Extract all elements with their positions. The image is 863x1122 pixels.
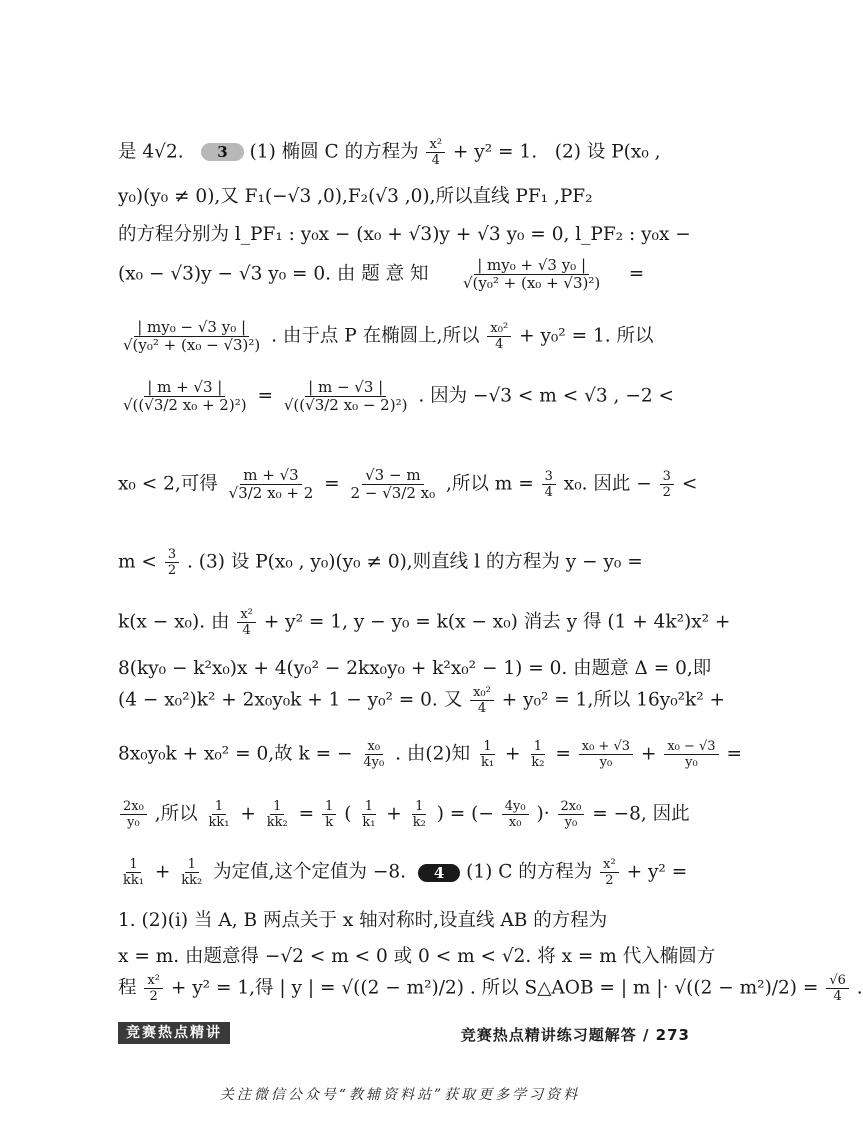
text: (2) 设 P(x₀ ,: [554, 141, 661, 163]
fraction-numerator: 1: [480, 740, 494, 755]
fraction-denominator: 2: [605, 873, 614, 888]
fraction-denominator: k₁: [362, 815, 376, 830]
fraction-numerator: √6: [826, 974, 849, 989]
text: (1) 椭圆 C 的方程为: [249, 141, 419, 163]
fraction: [322, 800, 336, 829]
fraction-denominator: 4: [833, 989, 842, 1004]
text-line-17: [118, 973, 863, 1004]
fraction-denominator: √3/2 x₀ + 2: [228, 484, 314, 502]
text: . (3) 设 P(x₀ , y₀)(y₀ ≠ 0),则直线 l 的方程为 y − y₀ =: [187, 551, 643, 573]
fraction: [226, 468, 317, 501]
fraction-numerator: 1: [126, 858, 140, 873]
fraction: [359, 800, 378, 829]
text-line-9: [118, 607, 731, 638]
fraction-denominator: 2 − √3/2 x₀: [350, 484, 436, 502]
fraction-numerator: | m − √3 |: [305, 380, 386, 397]
text-line-11: [118, 685, 726, 716]
fraction-numerator: 2x₀: [558, 800, 585, 815]
fraction: [826, 974, 849, 1003]
fraction-denominator: 4: [242, 623, 251, 638]
footer-section-label: 竞赛热点精讲: [118, 1022, 230, 1044]
fraction: [542, 470, 556, 499]
fraction-denominator: kk₁: [208, 815, 230, 830]
text: . 由于点 P 在椭圆上,所以: [271, 325, 480, 347]
text-line-2: y₀)(y₀ ≠ 0),又 F₁(−√3 ,0),F₂(√3 ,0),所以直线 PF₁ ,PF₂: [118, 186, 593, 207]
text: +: [386, 803, 402, 825]
text: . 因为 −√3 < m < √3 , −2 <: [418, 385, 674, 407]
text: k(x − x₀). 由: [118, 611, 230, 633]
fraction: [528, 740, 547, 769]
text: = −8, 因此: [592, 803, 690, 825]
text: + y² =: [626, 861, 688, 883]
text-line-16: x = m. 由题意得 −√2 < m < 0 或 0 < m < √2. 将 x = m 代入椭圆方: [118, 946, 716, 967]
fraction-numerator: x₀²: [470, 686, 494, 701]
fraction: [120, 380, 250, 413]
fraction-numerator: 3: [165, 548, 179, 563]
fraction-denominator: √(y₀² + (x₀ + √3)²): [462, 274, 601, 292]
fraction: [664, 740, 718, 769]
fraction-denominator: √((√3/2 x₀ − 2)²): [283, 396, 408, 414]
fraction: [165, 548, 179, 577]
text: 是 4√2.: [118, 141, 184, 163]
fraction: [206, 800, 233, 829]
fraction-denominator: k₁: [480, 755, 495, 770]
fraction: [600, 858, 619, 887]
text: +: [154, 861, 171, 883]
text: x₀. 因此 −: [563, 473, 652, 495]
fraction-numerator: x₀²: [487, 322, 511, 337]
fraction-numerator: 1: [531, 740, 545, 755]
fraction-denominator: y₀: [685, 755, 698, 770]
fraction-denominator: 4: [477, 701, 487, 716]
fraction: [460, 258, 603, 291]
text: .: [856, 977, 863, 999]
text: + y² = 1,得 | y | =: [170, 977, 336, 999]
text: + y₀² = 1,所以 16y₀²k² +: [501, 689, 726, 711]
fraction: [558, 800, 585, 829]
fraction-denominator: 4: [495, 337, 504, 352]
fraction-denominator: 2: [149, 989, 158, 1004]
fraction-denominator: 2: [662, 485, 671, 500]
text-line-15: 1. (2)(i) 当 A, B 两点关于 x 轴对称时,设直线 AB 的方程为: [118, 910, 608, 931]
text-line-8: [118, 548, 690, 577]
fraction-denominator: y₀: [127, 815, 140, 830]
fraction-numerator: | my₀ − √3 y₀ |: [134, 320, 249, 337]
fraction-denominator: 2: [167, 563, 177, 578]
fraction-denominator: √((√3/2 x₀ + 2)²): [123, 396, 247, 414]
fraction-numerator: 1: [212, 800, 226, 815]
text: =: [802, 977, 819, 999]
fraction-numerator: x₀ − √3: [664, 740, 718, 755]
fraction: [579, 740, 633, 769]
text: +: [504, 743, 521, 765]
fraction: [120, 858, 147, 887]
fraction-numerator: 2x₀: [120, 800, 147, 815]
text: m <: [118, 551, 157, 573]
text-line-14: [118, 858, 690, 887]
text: (1) C 的方程为: [466, 861, 593, 883]
text: +: [640, 743, 657, 765]
fraction-denominator: kk₂: [181, 873, 203, 888]
text-line-13: [118, 800, 690, 829]
fraction-numerator: | my₀ + √3 y₀ |: [474, 258, 589, 275]
fraction-denominator: k₂: [531, 755, 545, 770]
problem-number-badge: 4: [418, 864, 460, 882]
text-line-7: [118, 466, 698, 502]
text: ,所以 m =: [446, 473, 534, 495]
text-line-3: 的方程分别为 l_PF₁ : y₀x − (x₀ + √3)y + √3 y₀ = 0, l_PF₂ : y₀x −: [118, 224, 691, 245]
fraction-numerator: 1: [412, 800, 426, 815]
fraction: [237, 608, 256, 637]
text: √((2 − m²)/2): [341, 977, 464, 999]
text: (x₀ − √3)y − √3 y₀ = 0. 由 题 意 知: [118, 263, 429, 285]
fraction-numerator: 3: [660, 470, 674, 485]
text: + y² = 1, y − y₀ = k(x − x₀) 消去 y 得 (1 + 4k²)x² +: [263, 611, 731, 633]
fraction-denominator: 4: [544, 485, 553, 500]
watermark-text: 关注微信公众号“教辅资料站”获取更多学习资料: [219, 1087, 581, 1103]
fraction-numerator: 1: [185, 858, 199, 873]
text: +: [240, 803, 256, 825]
text: 8x₀y₀k + x₀² = 0,故 k = −: [118, 743, 353, 765]
text: . 所以 S△AOB = | m |·: [469, 977, 669, 999]
problem-number-badge: 3: [201, 143, 243, 161]
text: =: [726, 743, 742, 765]
text-line-12: [118, 739, 742, 770]
fraction-numerator: 1: [270, 800, 284, 815]
fraction: [120, 800, 147, 829]
fraction: $\frac{\text{x²}}{4}$: [426, 138, 445, 167]
fraction: [178, 858, 205, 887]
text: + y² = 1.: [452, 141, 538, 163]
text-line-5: [118, 320, 690, 353]
fraction-numerator: m + √3: [240, 468, 301, 485]
fraction: [348, 468, 439, 501]
text: <: [681, 473, 698, 495]
fraction: [478, 740, 497, 769]
fraction: [281, 380, 411, 413]
text: + y₀² = 1. 所以: [519, 325, 654, 347]
fraction-denominator: kk₁: [123, 873, 144, 888]
text: (: [344, 803, 352, 825]
text: (4 − x₀²)k² + 2x₀y₀k + 1 − y₀² = 0. 又: [118, 689, 463, 711]
fraction-numerator: x²: [237, 608, 256, 623]
fraction: [410, 800, 429, 829]
fraction: [120, 320, 263, 353]
text: 程: [118, 977, 137, 999]
text-line-6: [118, 380, 690, 413]
fraction: [487, 322, 511, 351]
text: ) = (−: [436, 803, 494, 825]
fraction: [144, 974, 163, 1003]
fraction-numerator: | m + √3 |: [144, 380, 225, 397]
fraction-numerator: 3: [542, 470, 556, 485]
fraction-numerator: 1: [362, 800, 376, 815]
footer-page-label: 竞赛热点精讲练习题解答 / 273: [460, 1026, 690, 1044]
fraction-numerator: x₀: [365, 740, 384, 755]
text: =: [257, 385, 273, 407]
text-line-1: [118, 138, 690, 167]
fraction: [264, 800, 291, 829]
fraction-numerator: x²: [600, 858, 619, 873]
fraction-numerator: x²: [144, 974, 163, 989]
fraction-denominator: 4y₀: [363, 755, 385, 770]
fraction: [470, 686, 494, 715]
text-line-4: [118, 258, 690, 291]
text: =: [324, 473, 340, 495]
text: =: [555, 743, 571, 765]
fraction-numerator: 1: [322, 800, 336, 815]
text-line-10: 8(ky₀ − k²x₀)x + 4(y₀² − 2kx₀y₀ + k²x₀² − 1) = 0. 由题意 Δ = 0,即: [118, 658, 712, 679]
text: 为定值,这个定值为 −8.: [213, 861, 407, 883]
text: =: [628, 263, 645, 285]
fraction: [660, 470, 674, 499]
fraction: [360, 740, 387, 769]
fraction-denominator: k₂: [412, 815, 426, 830]
text: x₀ < 2,可得: [118, 473, 218, 495]
fraction-denominator: y₀: [599, 755, 613, 770]
fraction-denominator: y₀: [564, 815, 578, 830]
fraction-denominator: √(y₀² + (x₀ − √3)²): [123, 336, 261, 354]
fraction-denominator: k: [325, 815, 334, 830]
text: =: [298, 803, 315, 825]
text: ,所以: [154, 803, 198, 825]
fraction-denominator: kk₂: [266, 815, 288, 830]
text: . 由(2)知: [395, 743, 471, 765]
text: )·: [536, 803, 550, 825]
fraction-numerator: x₀ + √3: [579, 740, 633, 755]
fraction-numerator: √3 − m: [362, 468, 423, 485]
fraction-denominator: x₀: [508, 815, 522, 830]
text: √((2 − m²)/2): [674, 977, 798, 999]
fraction: [502, 800, 529, 829]
fraction-numerator: 4y₀: [502, 800, 529, 815]
